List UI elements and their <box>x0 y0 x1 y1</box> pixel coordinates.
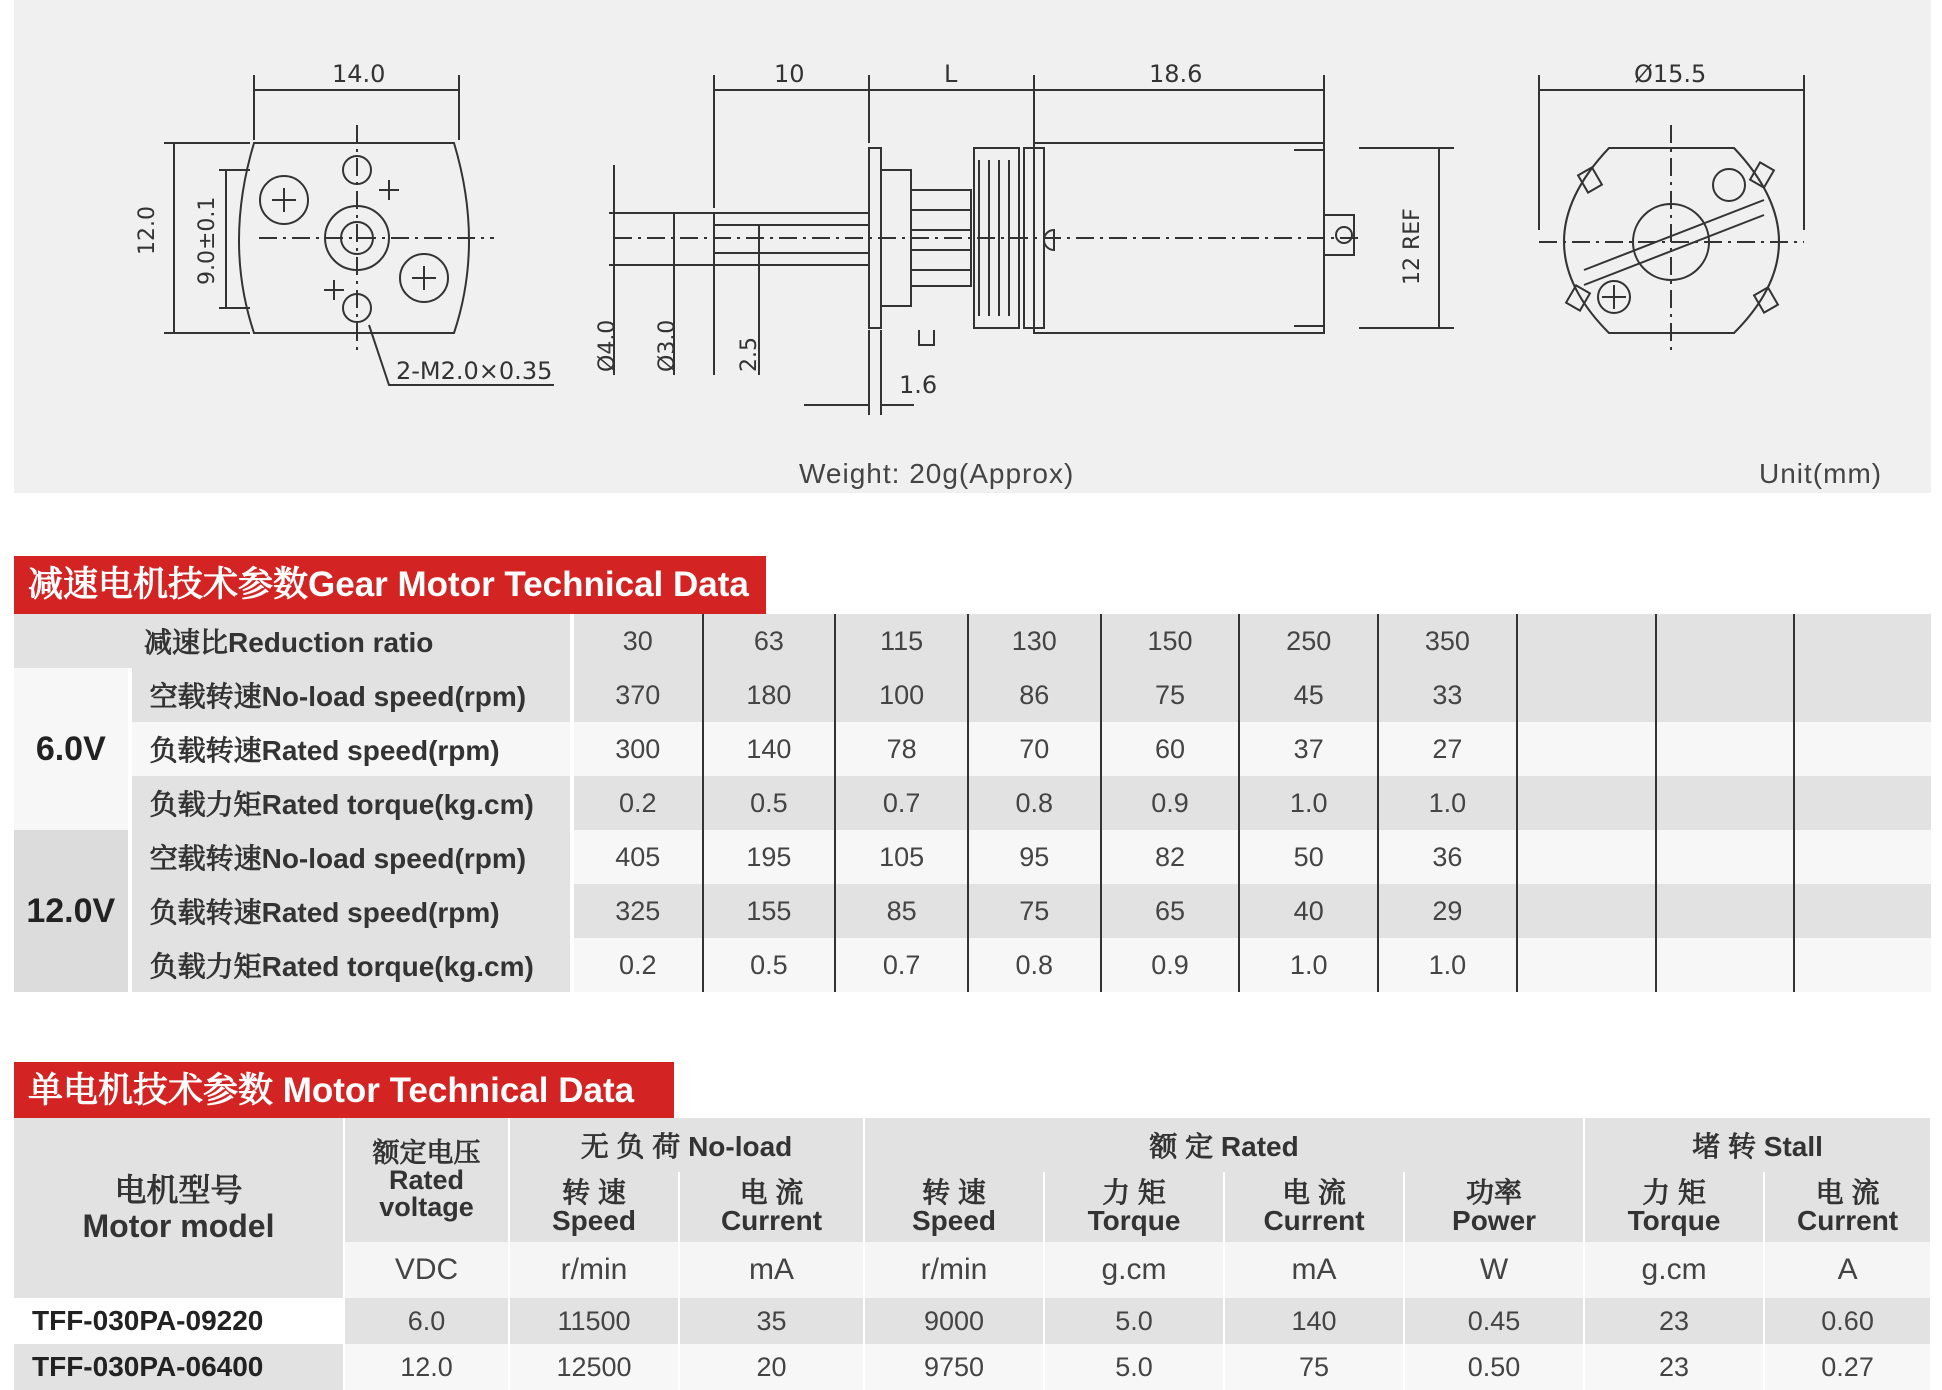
value-cell <box>1794 830 1931 884</box>
ratio-cell: 63 <box>703 614 836 668</box>
sub-header <box>864 1172 1044 1242</box>
sub-header-en: Current <box>720 1205 823 1236</box>
value-cell: 105 <box>835 830 968 884</box>
value-cell: 85 <box>835 884 968 938</box>
row-label: 负载力矩Rated torque(kg.cm) <box>130 938 572 992</box>
sub-header-cn: 电 流 <box>1282 1177 1346 1208</box>
table-row <box>14 884 1931 938</box>
dim-width-14: 14.0 <box>332 60 386 88</box>
rated-header: 额 定 Rated <box>864 1118 1584 1172</box>
value-cell: 12.0 <box>344 1344 509 1390</box>
model-cell: TFF-030PA-06400 <box>14 1344 344 1390</box>
value-cell: 0.9 <box>1101 938 1240 992</box>
voltage-6v: 6.0V <box>14 668 130 830</box>
dim-screw: 2-M2.0×0.35 <box>396 357 553 385</box>
value-cell: 0.8 <box>968 938 1101 992</box>
value-cell <box>1517 776 1656 830</box>
value-cell: 0.60 <box>1764 1298 1931 1344</box>
weight-caption: Weight: 20g(Approx) <box>799 458 1075 489</box>
ratio-cell: 150 <box>1101 614 1240 668</box>
value-cell: 370 <box>572 668 703 722</box>
sub-header-en: Current <box>1263 1205 1365 1236</box>
ratio-cell: 30 <box>572 614 703 668</box>
value-cell: 0.9 <box>1101 776 1240 830</box>
dim-flat: 2.5 <box>737 337 762 372</box>
row-label: 负载力矩Rated torque(kg.cm) <box>130 776 572 830</box>
value-cell: 0.45 <box>1404 1298 1584 1344</box>
unit-cell: W <box>1404 1242 1584 1298</box>
ratio-cell <box>1517 614 1656 668</box>
sub-header-en: Power <box>1452 1205 1537 1236</box>
value-cell: 45 <box>1239 668 1378 722</box>
row-label: 负载转速Rated speed(rpm) <box>130 722 572 776</box>
value-cell: 70 <box>968 722 1101 776</box>
unit-cell: A <box>1764 1242 1931 1298</box>
motor-table <box>14 1118 1932 1390</box>
value-cell: 33 <box>1378 668 1517 722</box>
value-cell: 12500 <box>509 1344 679 1390</box>
sub-header <box>679 1172 864 1242</box>
value-cell: 95 <box>968 830 1101 884</box>
unit-cell: mA <box>679 1242 864 1298</box>
value-cell: 405 <box>572 830 703 884</box>
row-label: 负载转速Rated speed(rpm) <box>130 884 572 938</box>
value-cell: 325 <box>572 884 703 938</box>
value-cell <box>1794 938 1931 992</box>
model-header <box>14 1118 344 1298</box>
value-cell: 75 <box>1224 1344 1404 1390</box>
value-cell: 78 <box>835 722 968 776</box>
value-cell: 195 <box>703 830 836 884</box>
table-row <box>14 938 1931 992</box>
value-cell: 65 <box>1101 884 1240 938</box>
value-cell: 0.50 <box>1404 1344 1584 1390</box>
value-cell <box>1517 668 1656 722</box>
value-cell: 82 <box>1101 830 1240 884</box>
value-cell: 140 <box>703 722 836 776</box>
value-cell <box>1517 830 1656 884</box>
ratio-label: 减速比Reduction ratio <box>14 614 572 668</box>
value-cell <box>1794 776 1931 830</box>
value-cell: 1.0 <box>1239 938 1378 992</box>
value-cell: 300 <box>572 722 703 776</box>
value-cell: 5.0 <box>1044 1344 1224 1390</box>
value-cell: 75 <box>1101 668 1240 722</box>
value-cell: 23 <box>1584 1298 1764 1344</box>
value-cell <box>1794 722 1931 776</box>
model-header-cn: 电机型号 <box>114 1172 243 1208</box>
sub-header-cn: 电 流 <box>739 1177 804 1208</box>
value-cell <box>1656 938 1795 992</box>
noload-header: 无 负 荷 No-load <box>509 1118 864 1172</box>
value-cell <box>1656 776 1795 830</box>
sub-header <box>1584 1172 1764 1242</box>
value-cell: 1.0 <box>1378 938 1517 992</box>
value-cell: 9750 <box>864 1344 1044 1390</box>
dim-flange: 1.6 <box>899 371 938 399</box>
value-cell: 0.27 <box>1764 1344 1931 1390</box>
value-cell: 140 <box>1224 1298 1404 1344</box>
value-cell <box>1656 830 1795 884</box>
sub-header-cn: 电 流 <box>1815 1177 1880 1208</box>
dimension-drawing-svg <box>14 0 1931 493</box>
table-row <box>14 722 1931 776</box>
value-cell: 0.2 <box>572 938 703 992</box>
sub-header-en: Torque <box>1627 1205 1721 1236</box>
voltage-header <box>344 1118 509 1242</box>
value-cell: 100 <box>835 668 968 722</box>
motor-table-title: 单电机技术参数 Motor Technical Data <box>14 1062 674 1120</box>
value-cell <box>1794 668 1931 722</box>
sub-header-en: Speed <box>551 1205 637 1236</box>
unit-cell: g.cm <box>1584 1242 1764 1298</box>
value-cell: 50 <box>1239 830 1378 884</box>
dim-gearbox-length: L <box>944 60 958 88</box>
value-cell <box>1517 938 1656 992</box>
dim-motor-length: 18.6 <box>1149 60 1203 88</box>
ratio-cell: 250 <box>1239 614 1378 668</box>
dim-hole-spacing: 9.0±0.1 <box>195 196 220 285</box>
value-cell: 0.2 <box>572 776 703 830</box>
sub-header <box>509 1172 679 1242</box>
sub-header-cn: 功率 <box>1466 1177 1523 1208</box>
value-cell: 36 <box>1378 830 1517 884</box>
sub-header-cn: 转 速 <box>922 1177 986 1208</box>
value-cell <box>1517 722 1656 776</box>
ratio-cell: 115 <box>835 614 968 668</box>
value-cell: 20 <box>679 1344 864 1390</box>
value-cell: 75 <box>968 884 1101 938</box>
dim-diameter: Ø15.5 <box>1634 60 1707 88</box>
table-row <box>14 830 1931 884</box>
value-cell: 1.0 <box>1378 776 1517 830</box>
value-cell: 0.5 <box>703 776 836 830</box>
dim-height-ref: 12 REF <box>1400 208 1425 285</box>
row-label: 空载转速No-load speed(rpm) <box>130 830 572 884</box>
value-cell: 60 <box>1101 722 1240 776</box>
sub-header-en: Speed <box>912 1205 997 1236</box>
sub-header-cn: 力 矩 <box>1102 1177 1166 1208</box>
value-cell: 0.8 <box>968 776 1101 830</box>
ratio-row <box>14 614 1931 668</box>
value-cell: 40 <box>1239 884 1378 938</box>
value-cell <box>1656 668 1795 722</box>
value-cell: 35 <box>679 1298 864 1344</box>
ratio-cell: 130 <box>968 614 1101 668</box>
value-cell: 0.7 <box>835 776 968 830</box>
voltage-12v: 12.0V <box>14 830 130 992</box>
sub-header-cn: 力 矩 <box>1642 1177 1706 1208</box>
voltage-header-cn: 额定电压 <box>372 1137 481 1168</box>
value-cell: 23 <box>1584 1344 1764 1390</box>
value-cell: 29 <box>1378 884 1517 938</box>
sub-header <box>1224 1172 1404 1242</box>
gear-motor-table <box>14 614 1931 992</box>
unit-cell: mA <box>1224 1242 1404 1298</box>
table-row <box>14 776 1931 830</box>
voltage-header-en2: voltage <box>379 1191 474 1222</box>
sub-header-en: Current <box>1797 1205 1899 1236</box>
sub-header-en: Torque <box>1087 1205 1181 1236</box>
sub-header <box>1044 1172 1224 1242</box>
sub-header-cn: 转 速 <box>562 1177 626 1208</box>
value-cell: 0.7 <box>835 938 968 992</box>
sub-header <box>1764 1172 1931 1242</box>
stall-header: 堵 转 Stall <box>1584 1118 1931 1172</box>
value-cell <box>1517 884 1656 938</box>
value-cell: 6.0 <box>344 1298 509 1344</box>
table-row <box>14 1298 1931 1344</box>
ratio-cell: 350 <box>1378 614 1517 668</box>
dim-d3: Ø3.0 <box>655 319 680 372</box>
ratio-cell <box>1656 614 1795 668</box>
value-cell: 27 <box>1378 722 1517 776</box>
table-row <box>14 1344 1931 1390</box>
technical-drawing <box>14 0 1931 493</box>
gear-table-title: 减速电机技术参数Gear Motor Technical Data <box>14 556 766 614</box>
unit-cell: r/min <box>864 1242 1044 1298</box>
value-cell: 0.5 <box>703 938 836 992</box>
value-cell: 1.0 <box>1239 776 1378 830</box>
value-cell: 86 <box>968 668 1101 722</box>
table-row <box>14 668 1931 722</box>
value-cell: 180 <box>703 668 836 722</box>
dim-d4: Ø4.0 <box>595 319 620 372</box>
value-cell: 37 <box>1239 722 1378 776</box>
sub-header <box>1404 1172 1584 1242</box>
value-cell: 5.0 <box>1044 1298 1224 1344</box>
unit-cell: r/min <box>509 1242 679 1298</box>
voltage-header-en1: Rated <box>388 1164 464 1195</box>
ratio-cell <box>1794 614 1931 668</box>
row-label: 空载转速No-load speed(rpm) <box>130 668 572 722</box>
model-header-en: Motor model <box>82 1208 275 1244</box>
value-cell: 9000 <box>864 1298 1044 1344</box>
dim-height-12: 12.0 <box>135 206 160 255</box>
model-cell: TFF-030PA-09220 <box>14 1298 344 1344</box>
value-cell <box>1794 884 1931 938</box>
value-cell: 155 <box>703 884 836 938</box>
unit-cell: g.cm <box>1044 1242 1224 1298</box>
value-cell <box>1656 722 1795 776</box>
unit-cell: VDC <box>344 1242 509 1298</box>
dim-shaft-length: 10 <box>774 60 805 88</box>
value-cell: 11500 <box>509 1298 679 1344</box>
value-cell <box>1656 884 1795 938</box>
unit-caption: Unit(mm) <box>1759 458 1883 489</box>
